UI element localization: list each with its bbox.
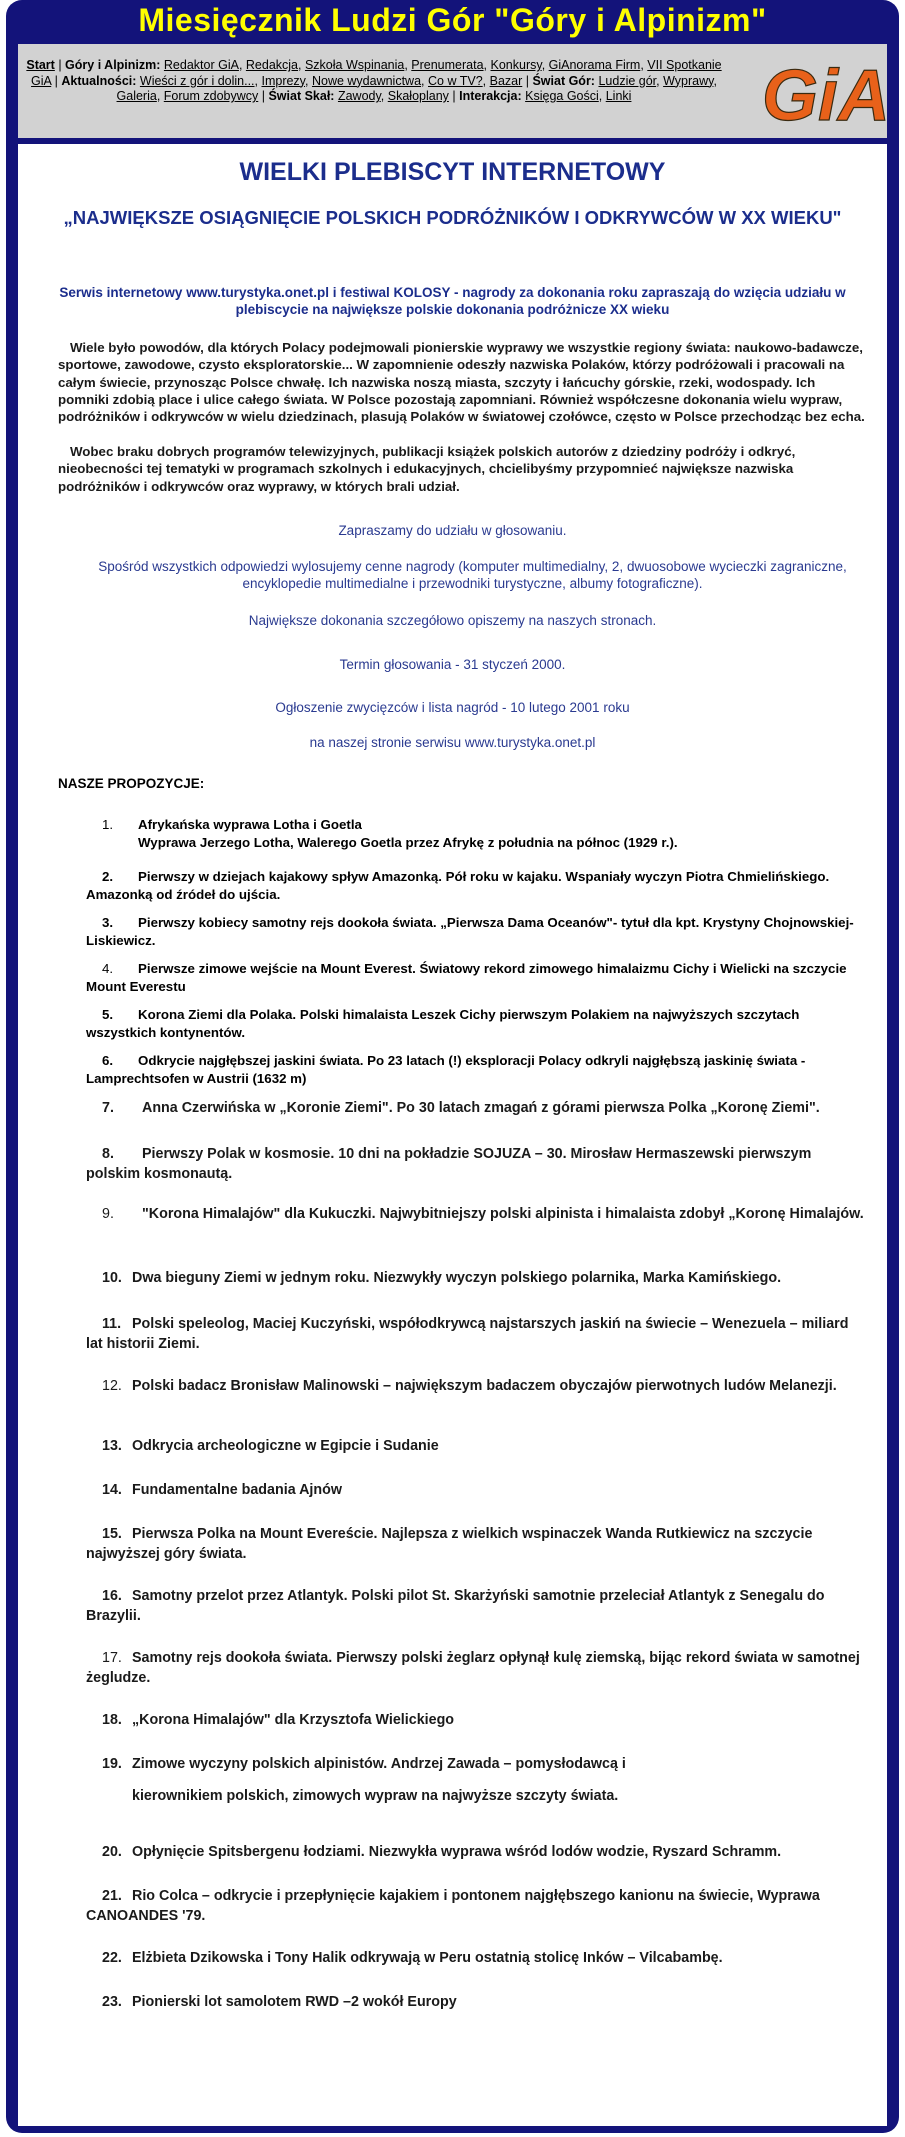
deadline-text: Termin głosowania - 31 styczeń 2000. xyxy=(339,657,566,672)
nav-link-zawody[interactable]: Zawody xyxy=(337,89,381,103)
nav-link-tv[interactable]: Co w TV? xyxy=(428,73,483,88)
list-item: 13. Odkrycia archeologiczne w Egipcie i Sudanie xyxy=(102,1438,439,1454)
prizes-text: Spośród wszystkich odpowiedzi wylosujemy cenne nagrody (komputer multimedialny, 2, dwuosobowe wycieczki zagraniczne, encyklopedie multimedialne i przewodniki turystyczne, albumy fotograficzne). xyxy=(98,559,847,591)
list-item: 2. Pierwszy w dziejach kajakowy spływ Amazonką. Pół roku w kajaku. Wspaniały wyczyn Piotra Chmielińskiego. Amazonką od źródeł do ujścia. xyxy=(86,869,830,902)
gia-logo-text: GiA xyxy=(762,56,891,136)
nav-link-linki[interactable]: Linki xyxy=(605,89,632,103)
list-item: 18. „Korona Himalajów" dla Krzysztofa Wielickiego xyxy=(102,1712,455,1728)
list-item: 7. Anna Czerwińska w „Koronie Ziemi". Po 30 latach zmagań z górami pierwsza Polka „Koronę Ziemi". xyxy=(102,1100,820,1116)
list-item: 1. Afrykańska wyprawa Lotha i Goetla Wyprawa Jerzego Lotha, Walerego Goetla przez Afrykę z południa na północ (1929 r.). xyxy=(102,817,678,850)
nav-link-forum[interactable]: Forum zdobywcy xyxy=(163,89,259,103)
page-subtitle: „NAJWIĘKSZE OSIĄGNIĘCIE POLSKICH PODRÓŻNIKÓW I ODKRYWCÓW W XX WIEKU" xyxy=(63,207,842,228)
list-item: 23. Pionierski lot samolotem RWD –2 wokół Europy xyxy=(102,1994,457,2010)
nav-menu: Start | Góry i Alpinizm: Redaktor GiA, Redakcja, Szkoła Wspinania, Prenumerata, Konkursy, GiAnorama Firm, VII Spotkanie GiA | Aktualności: Wieści z gór i dolin..., Imprezy, Nowe wydawnictwa, Co w TV?, Bazar | Świat Gór: Ludzie gór, Wyprawy, Galeria, Forum zdobywcy | Świat Skał: Zawody, Skałoplany | Interakcja: Księga Gości, Linki xyxy=(26,58,722,103)
list-item: 5. Korona Ziemi dla Polaka. Polski himalaista Leszek Cichy pierwszym Polakiem na najwyższych szczytach wszystkich kontynentów. xyxy=(86,1007,800,1040)
nav-link-konkursy[interactable]: Konkursy xyxy=(490,58,542,72)
nav-link-prenumerata[interactable]: Prenumerata xyxy=(411,58,484,72)
proposals-heading: NASZE PROPOZYCJE: xyxy=(58,776,205,791)
nav-link-szkola[interactable]: Szkoła Wspinania xyxy=(304,58,405,72)
main-content xyxy=(18,144,887,2126)
list-item: 3. Pierwszy kobiecy samotny rejs dookoła świata. „Pierwsza Dama Oceanów"- tytuł dla kpt. Krystyny Chojnowskiej- Liskiewicz. xyxy=(86,915,854,948)
list-item: 21. Rio Colca – odkrycie i przepłynięcie kajakiem i pontonem najgłębszego kanionu na świecie, Wyprawa CANOANDES '79. xyxy=(86,1888,820,1924)
list-item: 11. Polski speleolog, Maciej Kuczyński, współodkrywcą najstarszych jaskiń na świecie – Wenezuela – miliard lat historii Ziemi. xyxy=(86,1316,849,1352)
list-item: 14. Fundamentalne badania Ajnów xyxy=(102,1482,342,1498)
nav-section-aktualnosci: Aktualności: xyxy=(61,73,137,88)
list-item: 22. Elżbieta Dzikowska i Tony Halik odkrywają w Peru ostatnią stolicę Inków – Vilcabambę. xyxy=(102,1950,723,1966)
nav-link-wydawnictwa[interactable]: Nowe wydawnictwa xyxy=(311,73,422,88)
nav-link-bazar[interactable]: Bazar xyxy=(489,73,523,88)
list-item: 19. Zimowe wyczyny polskich alpinistów. Andrzej Zawada – pomysłodawcą i kierownikiem polskich, zimowych wypraw na najwyższe szczyty świata. xyxy=(102,1756,626,1804)
list-item: 12. Polski badacz Bronisław Malinowski – największym badaczem obyczajów pierwotnych ludów Melanezji. xyxy=(102,1378,837,1394)
nav-link-gianorama[interactable]: GiAnorama Firm xyxy=(548,58,641,72)
nav-box xyxy=(18,44,891,138)
nav-link-wiesci[interactable]: Wieści z gór i dolin... xyxy=(139,73,255,88)
gia-logo[interactable] xyxy=(756,50,891,136)
body-paragraph-1: Wiele było powodów, dla których Polacy podejmowali pionierskie wyprawy we wszystkie regiony świata: naukowo-badawcze, sportowe, zawodowe, czysto eksploratorskie... W zapomnienie odeszły nazwiska Polaków, którzy podróżowali i pracowali na całym świecie, przynosząc Polsce chwałę. Ich nazwiska noszą miasta, szczyty i łańcuchy górskie, rzeki, wodospady. Ich pomniki zdobią place i ulice całego świata. W Polsce pozostają zapomniani. Również współczesne dokonania wielu wypraw, podróżników i odkrywców w wielu dziedzinach, plasują Polaków w światowej czołówce, często w Polsce przechodząc bez echa. xyxy=(58,340,865,425)
intro-text: Serwis internetowy www.turystyka.onet.pl i festiwal KOLOSY - nagrody za dokonania roku zapraszają do wzięcia udziału w plebiscycie na największe polskie dokonania podróżnicze XX wieku xyxy=(59,285,846,317)
list-item: 15. Pierwsza Polka na Mount Evereście. Najlepsza z wielkich wspinaczek Wanda Rutkiewicz na szczycie najwyższej góry świata. xyxy=(86,1526,813,1562)
list-item: 16. Samotny przelot przez Atlantyk. Polski pilot St. Skarżyński samotnie przeleciał Atlantyk z Senegalu do Brazylii. xyxy=(86,1588,825,1624)
nav-link-ksiega-gosci[interactable]: Księga Gości xyxy=(525,89,599,103)
list-item: 10. Dwa bieguny Ziemi w jednym roku. Niezwykły wyczyn polskiego polarnika, Marka Kamińskiego. xyxy=(102,1270,782,1286)
nav-link-skaloplany[interactable]: Skałoplany xyxy=(387,89,449,103)
nav-link-spotkanie[interactable]: VII Spotkanie GiA xyxy=(31,58,722,88)
list-item: 20. Opłynięcie Spitsbergenu łodziami. Niezwykła wyprawa wśród lodów wodzie, Ryszard Schramm. xyxy=(102,1844,782,1860)
body-paragraph-2: Wobec braku dobrych programów telewizyjnych, publikacji książek polskich autorów z dziedziny podróży i odkryć, nieobecności tej tematyki w programach szkolnych i edukacyjnych, chcielibyśmy przypomnieć największe nazwiska podróżników i odkrywców oraz wyprawy, w których brali udział. xyxy=(58,444,796,494)
nav-link-imprezy[interactable]: Imprezy xyxy=(261,73,306,88)
site-title: Miesięcznik Ludzi Gór "Góry i Alpinizm" xyxy=(138,2,767,38)
results-text: Ogłoszenie zwycięzców i lista nagród - 10 lutego 2001 roku xyxy=(275,700,630,715)
nav-section-swiat-gor: Świat Gór: xyxy=(532,73,595,88)
list-item: 6. Odkrycie najgłębszej jaskini świata. Po 23 latach (!) eksploracji Polacy odkryli najgłębszą jaskinię świata - Lamprechtsofen w Austrii (1632 m) xyxy=(86,1053,806,1086)
list-item: 4. Pierwsze zimowe wejście na Mount Everest. Światowy rekord zimowego himalaizmu Cichy i Wielicki na szczycie Mount Everestu xyxy=(86,961,847,994)
nav-link-start[interactable]: Start xyxy=(26,58,55,72)
nav-link-redakcja[interactable]: Redakcja xyxy=(245,58,299,72)
list-item: 8. Pierwszy Polak w kosmosie. 10 dni na pokładzie SOJUZA – 30. Mirosław Hermaszewski pierwszym polskim kosmonautą. xyxy=(86,1146,812,1182)
nav-link-galeria[interactable]: Galeria xyxy=(116,89,157,103)
list-item: 9. "Korona Himalajów" dla Kukuczki. Najwybitniejszy polski alpinista i himalaista zdobył „Koronę Himalajów. xyxy=(102,1206,864,1222)
invite-text: Zapraszamy do udziału w głosowaniu. xyxy=(338,523,567,538)
nav-section-swiat-skal: Świat Skał: xyxy=(268,89,335,103)
nav-link-redaktor[interactable]: Redaktor GiA xyxy=(163,58,239,72)
nav-section-interakcja: Interakcja: xyxy=(459,89,522,103)
page-title: WIELKI PLEBISCYT INTERNETOWY xyxy=(239,158,666,186)
nav-section-gia: Góry i Alpinizm: xyxy=(65,58,161,72)
nav-link-wyprawy[interactable]: Wyprawy xyxy=(663,73,714,88)
describe-text: Największe dokonania szczegółowo opiszemy na naszych stronach. xyxy=(248,613,657,628)
nav-link-ludzie-gor[interactable]: Ludzie gór xyxy=(598,73,657,88)
list-item: 17. Samotny rejs dookoła świata. Pierwszy polski żeglarz opłynął kulę ziemską, bijąc rekord świata w samotnej żegludze. xyxy=(86,1650,860,1686)
site-text: na naszej stronie serwisu www.turystyka.onet.pl xyxy=(309,735,596,750)
